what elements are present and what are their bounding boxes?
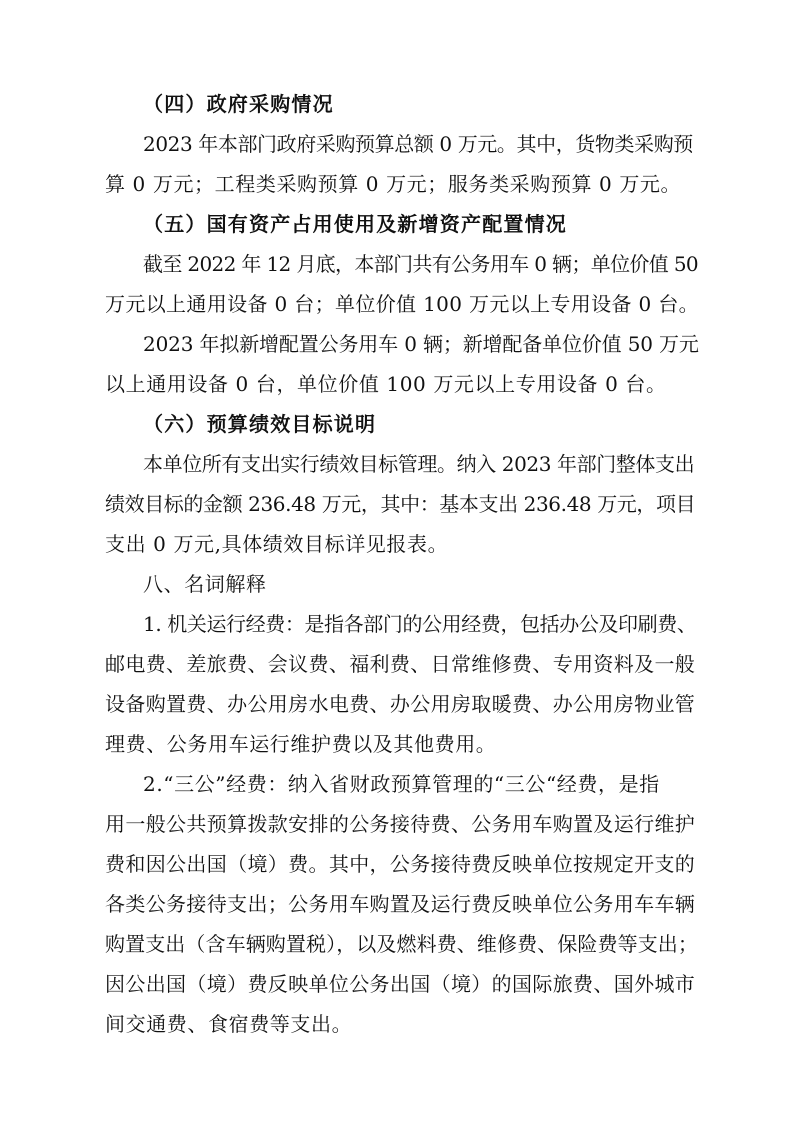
paragraph-line: 理费、公务用车运行维护费以及其他费用。 [105, 732, 497, 756]
paragraph-line: 2.“三公”经费：纳入省财政预算管理的“三公“经费，是指 [143, 772, 660, 796]
paragraph-line: 以上通用设备 0 台，单位价值 100 万元以上专用设备 0 台。 [105, 372, 667, 396]
paragraph-line: 因公出国（境）费反映单位公务出国（境）的国际旅费、国外城市 [105, 972, 696, 996]
section-heading-procurement: （四）政府采购情况 [143, 92, 334, 116]
paragraph-line: 购置支出（含车辆购置税），以及燃料费、维修费、保险费等支出； [105, 932, 698, 956]
section-heading-assets: （五）国有资产占用使用及新增资产配置情况 [143, 212, 567, 236]
paragraph-line: 绩效目标的金额 236.48 万元，其中：基本支出 236.48 万元，项目 [105, 492, 696, 516]
paragraph-line: 截至 2022 年 12 月底，本部门共有公务用车 0 辆；单位价值 50 [143, 252, 698, 276]
paragraph-line: 2023 年本部门政府采购预算总额 0 万元。其中，货物类采购预 [143, 132, 693, 156]
paragraph-line: 邮电费、差旅费、会议费、福利费、日常维修费、专用资料及一般 [105, 652, 696, 676]
paragraph-line: 万元以上通用设备 0 台；单位价值 100 万元以上专用设备 0 台。 [105, 292, 700, 316]
paragraph-line: 各类公务接待支出；公务用车购置及运行费反映单位公务用车车辆 [105, 892, 696, 916]
section-heading-performance: （六）预算绩效目标说明 [143, 412, 377, 436]
paragraph-line: 算 0 万元；工程类采购预算 0 万元；服务类采购预算 0 万元。 [105, 172, 682, 196]
paragraph-line: 设备购置费、办公用房水电费、办公用房取暖费、办公用房物业管 [105, 692, 696, 716]
paragraph-line: 间交通费、食宿费等支出。 [105, 1012, 353, 1036]
paragraph-line: 1. 机关运行经费：是指各部门的公用经费，包括办公及印刷费、 [143, 612, 697, 636]
paragraph-line: 支出 0 万元,具体绩效目标详见报表。 [105, 532, 449, 556]
paragraph-line: 费和因公出国（境）费。其中，公务接待费反映单位按规定开支的 [105, 852, 696, 876]
paragraph-line: 2023 年拟新增配置公务用车 0 辆；新增配备单位价值 50 万元 [143, 332, 699, 356]
paragraph-line: 用一般公共预算拨款安排的公务接待费、公务用车购置及运行维护 [105, 812, 696, 836]
section-heading-glossary: 八、名词解释 [143, 572, 267, 596]
paragraph-line: 本单位所有支出实行绩效目标管理。纳入 2023 年部门整体支出 [143, 452, 695, 476]
